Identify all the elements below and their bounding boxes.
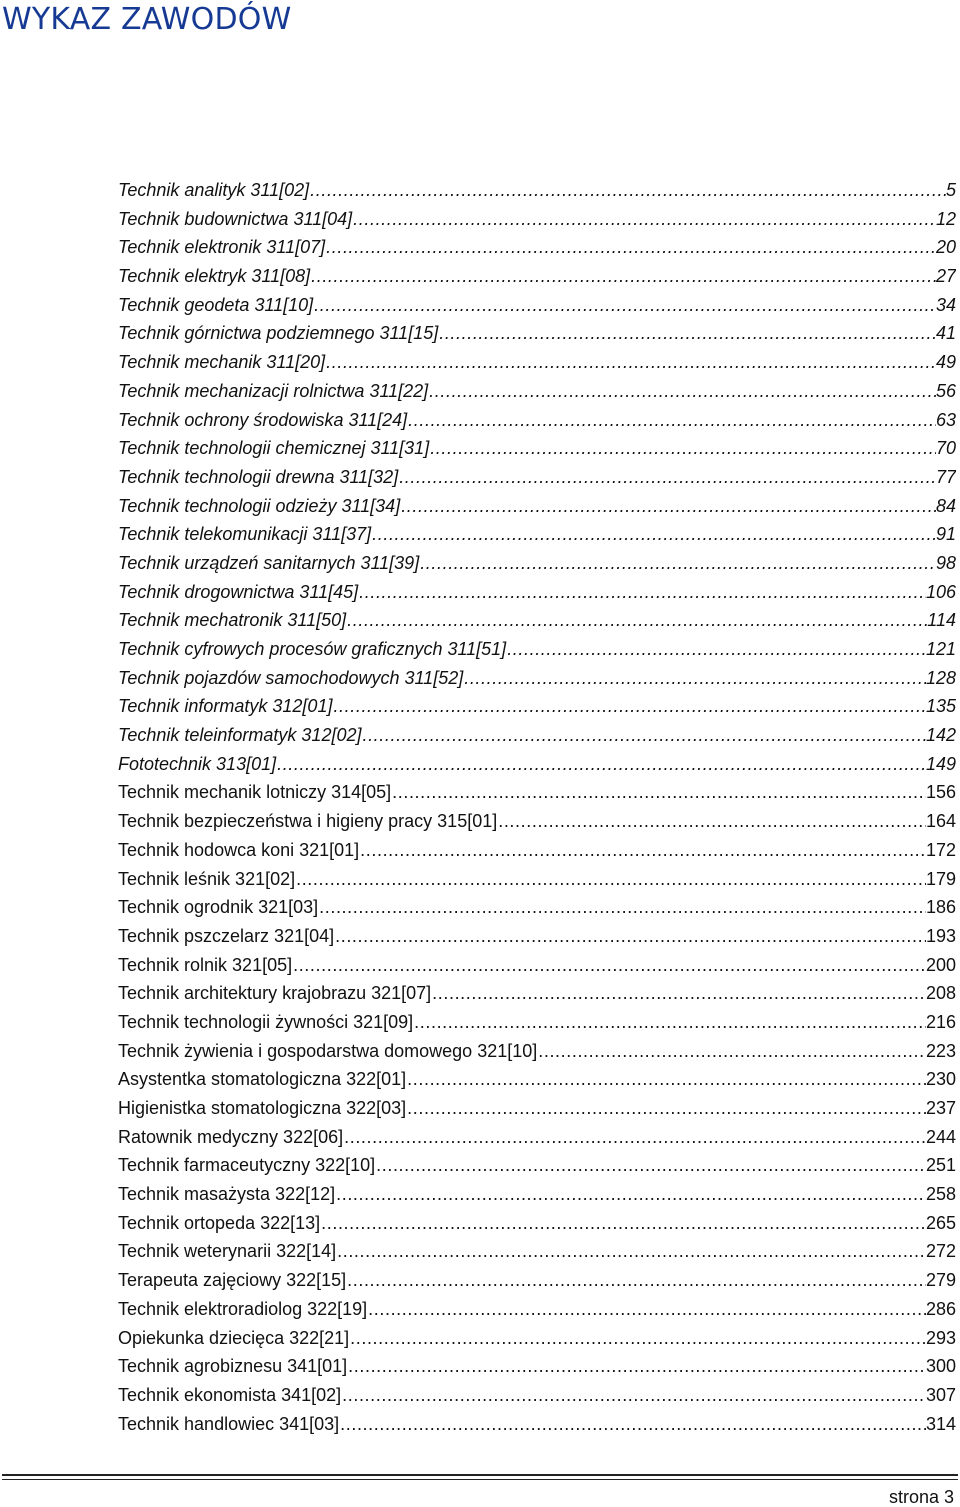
toc-entry-label: Technik elektroradiolog 322[19] (118, 1298, 368, 1319)
toc-entry[interactable] (118, 1266, 956, 1295)
dot-leader (400, 492, 936, 521)
toc-entry-label: Technik mechatronik 311[50] (118, 610, 347, 631)
toc-entry-label: Opiekunka dziecięca 322[21] (118, 1327, 350, 1348)
toc-entry[interactable] (118, 176, 956, 205)
dot-leader (407, 406, 936, 435)
toc-entry-page-number: 91 (935, 524, 956, 545)
toc-entry-page-number: 300 (925, 1356, 956, 1377)
toc-entry-page-number: 98 (935, 552, 956, 573)
toc-entry-page-number: 27 (935, 266, 956, 287)
toc-entry[interactable] (118, 233, 956, 262)
toc-entry-page-number: 314 (925, 1413, 956, 1434)
dot-leader (398, 463, 936, 492)
toc-entry-page-number: 149 (925, 753, 956, 774)
toc-entry-label: Technik mechanizacji rolnictwa 311[22] (118, 380, 429, 401)
toc-entry-page-number: 279 (925, 1270, 956, 1291)
dot-leader (339, 1410, 926, 1439)
toc-entry[interactable] (118, 922, 956, 951)
toc-entry-label: Technik teleinformatyk 312[02] (118, 725, 362, 746)
dot-leader (429, 434, 936, 463)
toc-entry-label: Technik informatyk 312[01] (118, 696, 333, 717)
dot-leader (334, 922, 926, 951)
dot-leader (375, 1151, 926, 1180)
toc-entry-label: Technik agrobiznesu 341[01] (118, 1356, 348, 1377)
table-of-contents (118, 176, 956, 1438)
toc-entry[interactable] (118, 434, 956, 463)
toc-entry-page-number: 20 (935, 237, 956, 258)
footer-divider (2, 1474, 958, 1476)
dot-leader (406, 1094, 926, 1123)
toc-entry-page-number: 179 (925, 868, 956, 889)
toc-entry-label: Technik masażysta 322[12] (118, 1184, 336, 1205)
dot-leader (406, 1065, 926, 1094)
toc-entry[interactable] (118, 1209, 956, 1238)
toc-entry-page-number: 216 (925, 1011, 956, 1032)
toc-entry[interactable] (118, 1295, 956, 1324)
dot-leader (537, 1037, 926, 1066)
toc-entry-page-number: 193 (925, 925, 956, 946)
toc-entry-label: Technik ogrodnik 321[03] (118, 897, 319, 918)
dot-leader (358, 578, 926, 607)
toc-entry-label: Technik handlowiec 341[03] (118, 1413, 340, 1434)
toc-entry[interactable] (118, 1410, 956, 1439)
dot-leader (292, 951, 926, 980)
toc-entry[interactable] (118, 951, 956, 980)
dot-leader (428, 377, 936, 406)
toc-entry[interactable] (118, 578, 956, 607)
toc-entry-page-number: 208 (925, 983, 956, 1004)
toc-entry-label: Technik mechanik 311[20] (118, 352, 326, 373)
dot-leader (309, 176, 946, 205)
toc-entry[interactable] (118, 377, 956, 406)
toc-entry-page-number: 237 (925, 1098, 956, 1118)
toc-entry-page-number: 164 (925, 811, 956, 832)
toc-entry[interactable] (118, 291, 956, 320)
toc-entry-label: Technik technologii drewna 311[32] (118, 466, 399, 487)
toc-entry-label: Technik bezpieczeństwa i higieny pracy 315[01] (118, 811, 498, 832)
toc-entry-page-number: 114 (927, 610, 956, 631)
dot-leader (320, 1209, 926, 1238)
toc-entry[interactable] (118, 865, 956, 894)
toc-entry-label: Asystentka stomatologiczna 322[01] (118, 1069, 407, 1090)
dot-leader (413, 1008, 926, 1037)
dot-leader (276, 750, 926, 779)
toc-entry-page-number: 135 (925, 696, 956, 717)
dot-leader (346, 606, 927, 635)
toc-entry-page-number: 244 (925, 1126, 956, 1147)
dot-leader (318, 893, 926, 922)
toc-entry-page-number: 142 (925, 725, 956, 746)
toc-entry[interactable] (118, 1324, 956, 1353)
toc-entry-label: Technik rolnik 321[05] (118, 954, 293, 975)
toc-entry-label: Technik ochrony środowiska 311[24] (118, 409, 408, 430)
dot-leader (325, 233, 936, 262)
dot-leader (310, 262, 936, 291)
dot-leader (419, 549, 936, 578)
toc-entry-label: Technik pojazdów samochodowych 311[52] (118, 667, 464, 688)
toc-entry[interactable] (118, 262, 956, 291)
toc-entry-label: Technik pszczelarz 321[04] (118, 925, 335, 946)
dot-leader (431, 979, 926, 1008)
toc-entry[interactable] (118, 893, 956, 922)
toc-entry-page-number: 251 (925, 1155, 956, 1176)
toc-entry-page-number: 293 (925, 1327, 956, 1348)
toc-entry[interactable] (118, 778, 956, 807)
toc-entry-page-number: 34 (935, 294, 956, 315)
toc-entry-page-number: 265 (925, 1212, 956, 1233)
dot-leader (361, 721, 925, 750)
toc-entry-label: Technik technologii odzieży 311[34] (118, 495, 401, 516)
toc-entry[interactable] (118, 520, 956, 549)
toc-entry-page-number: 84 (935, 495, 956, 516)
toc-entry-page-number: 121 (925, 639, 956, 659)
toc-entry-label: Technik mechanik lotniczy 314[05] (118, 782, 392, 803)
dot-leader (313, 291, 936, 320)
toc-entry[interactable] (118, 721, 956, 750)
toc-entry-page-number: 12 (935, 208, 956, 229)
toc-entry-page-number: 77 (935, 466, 956, 487)
toc-entry-label: Technik elektryk 311[08] (118, 266, 311, 287)
dot-leader (497, 807, 926, 836)
toc-entry[interactable] (118, 1381, 956, 1410)
dot-leader (506, 635, 926, 664)
dot-leader (347, 1352, 926, 1381)
toc-entry-page-number: 41 (935, 323, 956, 344)
dot-leader (332, 692, 926, 721)
dot-leader (391, 778, 926, 807)
toc-entry[interactable] (118, 606, 956, 635)
toc-entry[interactable] (118, 549, 956, 578)
toc-entry[interactable] (118, 1151, 956, 1180)
toc-entry-label: Technik hodowca koni 321[01] (118, 839, 360, 860)
toc-entry[interactable] (118, 1123, 956, 1152)
toc-entry-label: Technik architektury krajobrazu 321[07] (118, 983, 432, 1004)
toc-entry[interactable] (118, 1180, 956, 1209)
dot-leader (335, 1180, 926, 1209)
dot-leader (336, 1237, 926, 1266)
toc-entry-label: Technik analityk 311[02] (118, 180, 310, 200)
toc-entry-label: Technik górnictwa podziemnego 311[15] (118, 323, 439, 344)
dot-leader (371, 520, 936, 549)
footer-divider-thin (2, 1479, 958, 1480)
toc-entry[interactable] (118, 635, 956, 664)
toc-entry-page-number: 230 (925, 1069, 956, 1090)
toc-entry[interactable] (118, 1352, 956, 1381)
toc-entry-label: Technik ekonomista 341[02] (118, 1384, 342, 1405)
toc-entry[interactable] (118, 836, 956, 865)
dot-leader (295, 865, 926, 894)
toc-entry[interactable] (118, 807, 956, 836)
toc-entry-page-number: 223 (925, 1040, 956, 1061)
toc-entry-page-number: 258 (925, 1184, 956, 1205)
toc-entry-label: Technik elektronik 311[07] (118, 237, 326, 258)
toc-entry-label: Higienistka stomatologiczna 322[03] (118, 1098, 407, 1118)
toc-entry-page-number: 307 (925, 1384, 956, 1405)
toc-entry[interactable] (118, 319, 956, 348)
toc-entry[interactable] (118, 1237, 956, 1266)
toc-entry[interactable] (118, 664, 956, 693)
dot-leader (325, 348, 936, 377)
page-title: WYKAZ ZAWODÓW (2, 2, 292, 37)
toc-entry-label: Technik telekomunikacji 311[37] (118, 524, 372, 545)
toc-entry[interactable] (118, 205, 956, 234)
dot-leader (438, 319, 936, 348)
toc-entry-page-number: 186 (925, 897, 956, 918)
dot-leader (346, 1266, 926, 1295)
toc-entry[interactable] (118, 1065, 956, 1094)
toc-entry-page-number: 63 (935, 409, 956, 430)
toc-entry[interactable] (118, 348, 956, 377)
toc-entry[interactable] (118, 1094, 956, 1123)
toc-entry-page-number: 200 (925, 954, 956, 975)
toc-entry-page-number: 128 (925, 667, 956, 688)
toc-entry-page-number: 5 (945, 180, 956, 200)
toc-entry-label: Technik urządzeń sanitarnych 311[39] (118, 552, 420, 573)
dot-leader (352, 205, 936, 234)
toc-entry[interactable] (118, 692, 956, 721)
toc-entry-page-number: 49 (935, 352, 956, 373)
toc-entry-label: Technik cyfrowych procesów graficznych 311[51] (118, 639, 507, 659)
page-number: strona 3 (888, 1487, 954, 1507)
toc-entry-label: Fototechnik 313[01] (118, 753, 277, 774)
toc-entry-label: Technik leśnik 321[02] (118, 868, 296, 889)
toc-entry-label: Technik technologii żywności 321[09] (118, 1011, 414, 1032)
toc-entry-label: Technik weterynarii 322[14] (118, 1241, 337, 1262)
toc-entry-page-number: 156 (925, 782, 956, 803)
toc-entry[interactable] (118, 492, 956, 521)
toc-entry[interactable] (118, 979, 956, 1008)
toc-entry-page-number: 70 (935, 438, 956, 459)
toc-entry-label: Technik ortopeda 322[13] (118, 1212, 321, 1233)
toc-entry-label: Technik farmaceutyczny 322[10] (118, 1155, 376, 1176)
toc-entry-label: Technik drogownictwa 311[45] (118, 581, 359, 602)
toc-entry-label: Technik geodeta 311[10] (118, 294, 314, 315)
toc-entry[interactable] (118, 1037, 956, 1066)
toc-entry-label: Ratownik medyczny 322[06] (118, 1126, 344, 1147)
toc-entry-page-number: 272 (925, 1241, 956, 1262)
dot-leader (463, 664, 926, 693)
toc-entry-label: Technik budownictwa 311[04] (118, 208, 353, 229)
toc-entry-page-number: 172 (925, 839, 956, 860)
toc-entry-label: Terapeuta zajęciowy 322[15] (118, 1270, 347, 1291)
dot-leader (359, 836, 926, 865)
dot-leader (341, 1381, 926, 1410)
dot-leader (367, 1295, 926, 1324)
toc-entry[interactable] (118, 406, 956, 435)
dot-leader (349, 1324, 926, 1353)
dot-leader (343, 1123, 926, 1152)
toc-entry-page-number: 56 (935, 380, 956, 401)
toc-entry[interactable] (118, 463, 956, 492)
toc-entry-page-number: 286 (925, 1298, 956, 1319)
toc-entry-page-number: 106 (925, 581, 956, 602)
toc-entry[interactable] (118, 1008, 956, 1037)
toc-entry-label: Technik technologii chemicznej 311[31] (118, 438, 430, 459)
toc-entry[interactable] (118, 750, 956, 779)
toc-entry-label: Technik żywienia i gospodarstwa domowego 321[10] (118, 1040, 538, 1061)
